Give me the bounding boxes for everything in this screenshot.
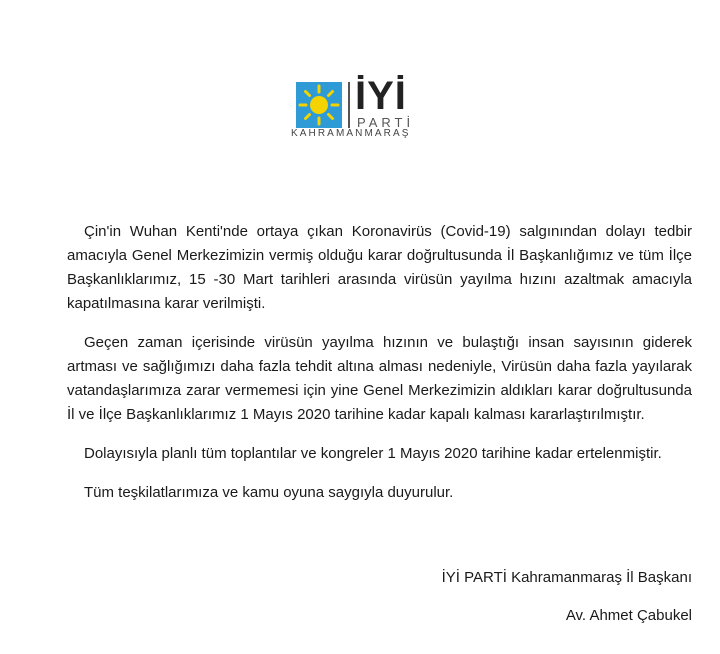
logo-name: İYİ — [355, 74, 407, 118]
logo-sub: PARTİ — [357, 115, 415, 130]
logo-city: KAHRAMANMARAŞ — [291, 128, 411, 139]
paragraph-2: Geçen zaman içerisinde virüsün yayılma hızının ve bulaştığı insan sayısının giderek artması ve sağlığımızı daha fazla tehdit altına alması nedeniyle, Virüsün daha fazla yayılarak vatandaşlarımıza zarar vermemesi için yine Genel Merkezimizin aldıkları karar doğrultusunda İl ve İlçe Başkanlıklarımız 1 Mayıs 2020 tarihine kadar kapalı kalması kararlaştırılmıştır. — [67, 334, 692, 423]
paragraph-1: Çin'in Wuhan Kenti'nde ortaya çıkan Koronavirüs (Covid-19) salgınından dolayı tedbir amacıyla Genel Merkezimizin vermiş olduğu karar doğrultusunda İl Başkanlığımız ve tüm İlçe Başkanlıklarımız, 15 -30 Mart tarihleri arasında virüsün yayılma hızını azaltmak amacıyla kapatılmasına karar verilmişti. — [67, 223, 692, 312]
sun-icon — [296, 82, 342, 128]
signature-title: İYİ PARTİ Kahramanmaraş İl Başkanı — [441, 569, 692, 586]
paragraph-4: Tüm teşkilatlarımıza ve kamu oyuna saygıyla duyurulur. — [84, 484, 454, 501]
signature-name: Av. Ahmet Çabukel — [565, 607, 692, 624]
logo-divider — [348, 82, 350, 128]
announcement-body — [67, 220, 692, 520]
party-logo — [291, 74, 427, 142]
paragraph-3: Dolayısıyla planlı tüm toplantılar ve kongreler 1 Mayıs 2020 tarihine kadar ertelenmiştir. — [84, 445, 662, 462]
